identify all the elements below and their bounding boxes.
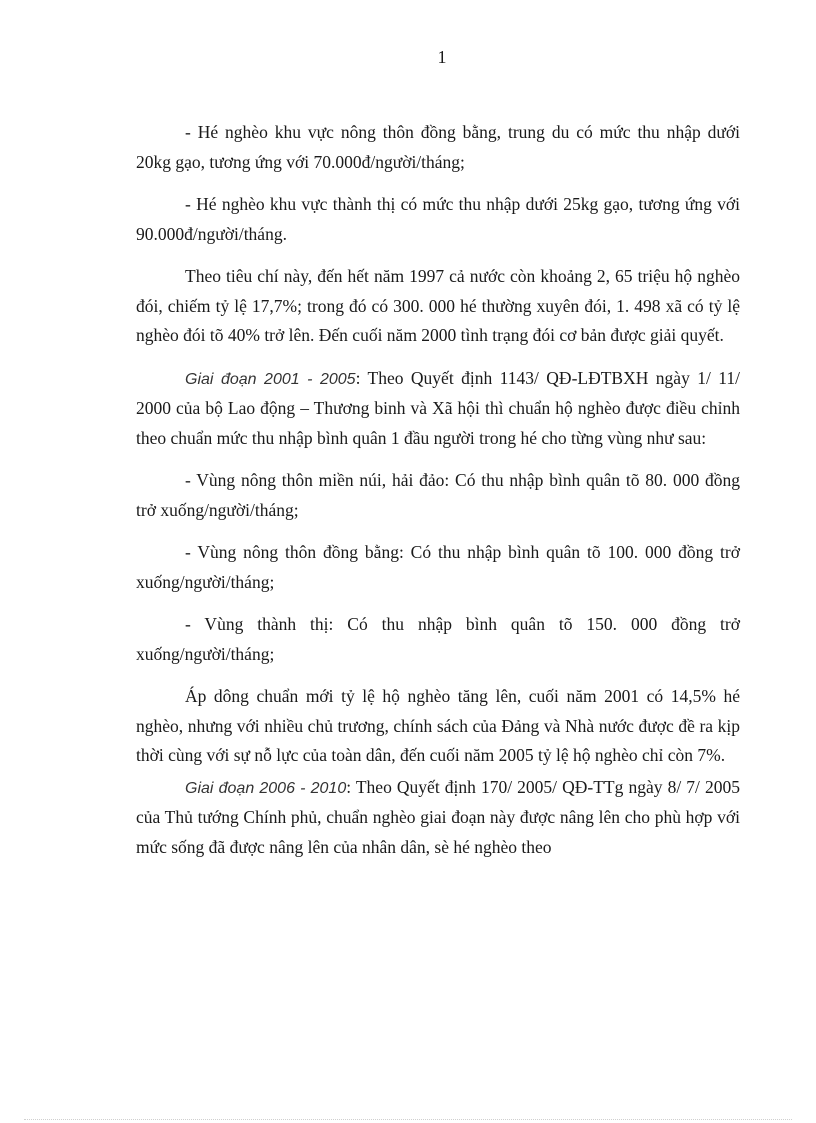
paragraph-urban-region (136, 610, 740, 669)
paragraph-period-2006-2010 (136, 773, 740, 863)
paragraph-1997-statistics (136, 262, 740, 351)
paragraph-urban-poverty (136, 190, 740, 249)
paragraph-text: - Vùng nông thôn miền núi, hải đảo: Có thu nhập bình quân tõ 80. 000 đồng trở xuống/người/tháng; (136, 470, 740, 520)
paragraph-text: - Vùng thành thị: Có thu nhập bình quân tõ 150. 000 đồng trở xuống/người/tháng; (136, 614, 740, 664)
paragraph-text: : Theo Quyết định 1143/ QĐ-LĐTBXH ngày 1/ 11/ 2000 của bộ Lao động – Thương binh và Xã hội thì chuẩn hộ nghèo được điều chỉnh theo chuẩn mức thu nhập bình quân 1 đầu người trong hé cho từng vùng như sau: (136, 367, 740, 448)
paragraph-text: - Vùng nông thôn đồng bằng: Có thu nhập bình quân tõ 100. 000 đồng trở xuống/người/tháng; (136, 542, 740, 592)
paragraph-text: - Hé nghèo khu vực thành thị có mức thu nhập dưới 25kg gạo, tương ứng với 90.000đ/người/tháng. (136, 194, 740, 244)
paragraph-rural-lowland-poverty (136, 118, 740, 177)
page-bottom-divider (24, 1119, 792, 1120)
paragraph-mountain-island-region (136, 466, 740, 525)
page-number: 1 (437, 47, 447, 67)
paragraph-new-standard-results (136, 682, 740, 771)
period-heading: Giai đoạn 2001 - 2005 (185, 370, 356, 388)
paragraph-rural-lowland-region (136, 538, 740, 597)
paragraph-period-2001-2005 (136, 364, 740, 454)
paragraph-text: - Hé nghèo khu vực nông thôn đồng bằng, trung du có mức thu nhập dưới 20kg gạo, tương ứng với 70.000đ/người/tháng; (136, 122, 740, 172)
paragraph-text: Theo tiêu chí này, đến hết năm 1997 cả nước còn khoảng 2, 65 triệu hộ nghèo đói, chiếm tỷ lệ 17,7%; trong đó có 300. 000 hé thường xuyên đói, 1. 498 xã có tỷ lệ nghèo đói tõ 40% trở lên. Đến cuối năm 2000 tình trạng đói cơ bản được giải quyết. (136, 266, 740, 345)
paragraph-text: Áp dông chuẩn mới tỷ lệ hộ nghèo tăng lên, cuối năm 2001 có 14,5% hé nghèo, nhưng với nhiều chủ trương, chính sách của Đảng và Nhà nước được đề ra kịp thời cùng với sự nỗ lực của toàn dân, đến cuối năm 2005 tỷ lệ hộ nghèo chỉ còn 7%. (136, 686, 740, 765)
document-body (136, 118, 740, 875)
paragraph-text: : Theo Quyết định 170/ 2005/ QĐ-TTg ngày 8/ 7/ 2005 của Thủ tướng Chính phủ, chuẩn nghèo giai đoạn này được nâng lên cho phù hợp với mức sống đã được nâng lên của nhân dân, sè hé nghèo theo (136, 776, 740, 857)
period-heading: Giai đoạn 2006 - 2010 (185, 779, 347, 797)
